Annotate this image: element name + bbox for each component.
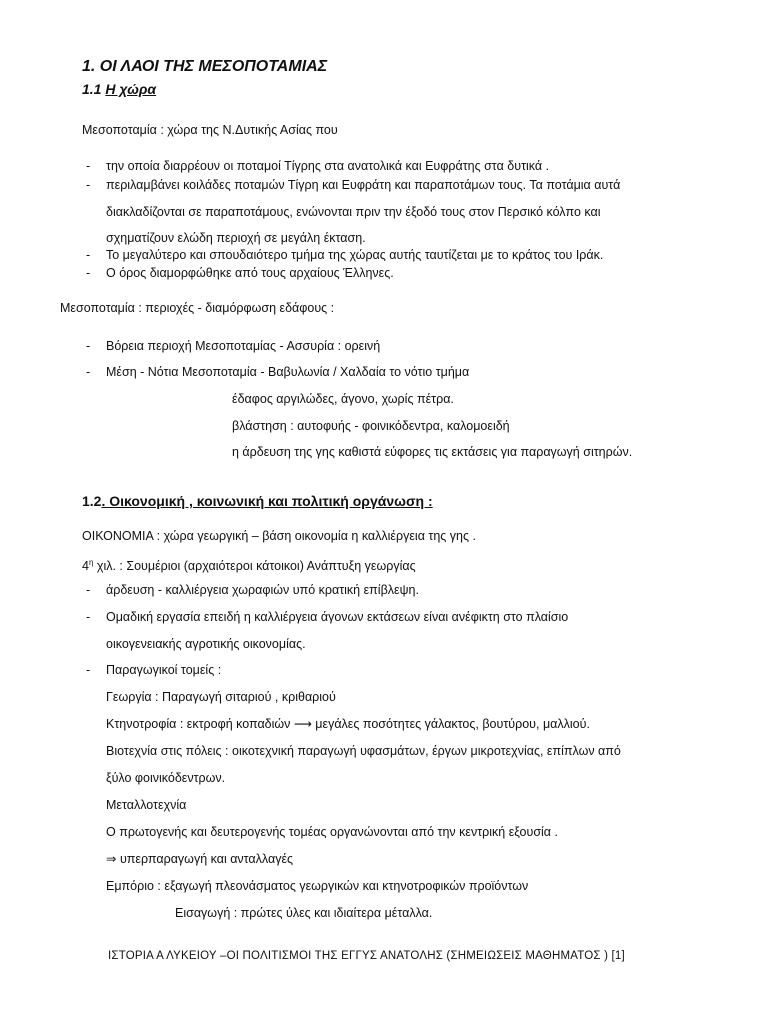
region-item: Βόρεια περιοχή Μεσοποταμίας - Ασσυρία : ορεινή [106,339,381,353]
section-title: . Οικονομική , κοινωνική και πολιτική οργάνωση : [101,493,433,509]
millennium-line [82,555,416,574]
page-footer: ΙΣΤΟΡΙΑ Α ΛΥΚΕΙΟΥ –ΟΙ ΠΟΛΙΤΙΣΜΟΙ ΤΗΣ ΕΓΓΥΣ ΑΝΑΤΟΛΗΣ (ΣΗΜΕΙΩΣΕΙΣ ΜΑΘΗΜΑΤΟΣ ) [1] [108,950,625,962]
bullet-dash: - [86,365,91,379]
list-item: Ομαδική εργασία επειδή η καλλιέργεια άγονων εκτάσεων είναι ανέφικτη στο πλαίσιο [106,610,569,624]
list-item: Το μεγαλύτερο και σπουδαιότερο τμήμα της χώρας αυτής ταυτίζεται με το κράτος του Ιράκ. [106,248,604,262]
subheading-number: 1.1 [82,81,102,97]
bullet-dash: - [86,178,91,192]
sector-agriculture: Γεωργία : Παραγωγή σιταριού , κριθαριού [106,690,336,704]
millennium-text: χιλ. : Σουμέριοι (αρχαιότεροι κάτοικοι) Ανάπτυξη γεωργίας [93,559,416,574]
list-item-continuation: οικογενειακής αγροτικής οικονομίας. [106,637,306,651]
list-item-continuation: σχηματίζουν ελώδη περιοχή σε μεγάλη έκταση. [106,231,366,245]
section-number: 1.2 [82,493,102,509]
list-item: την οποία διαρρέουν οι ποταμοί Τίγρης στα ανατολικά και Ευφράτης στα δυτικά . [106,159,550,173]
millennium-number: 4 [82,559,89,574]
bullet-dash: - [86,583,91,597]
list-item: Ο όρος διαμορφώθηκε από τους αρχαίους Έλληνες. [106,266,394,280]
south-detail: η άρδευση της γης καθιστά εύφορες τις εκτάσεις για παραγωγή σιτηρών. [232,445,633,459]
bullet-dash: - [86,663,91,677]
list-item: Παραγωγικοί τομείς : [106,663,222,677]
livestock-label: Κτηνοτροφία : εκτροφή κοπαδιών [106,717,294,731]
millennium-superscript: η [88,558,94,567]
south-detail: βλάστηση : αυτοφυής - φοινικόδεντρα, καλομοειδή [232,419,510,433]
sector-metal: Μεταλλοτεχνία [106,798,187,812]
subheading-title: Η χώρα [105,81,157,97]
sector-crafts-continuation: ξύλο φοινικόδεντρων. [106,771,226,785]
region-item: Μέση - Νότια Μεσοποταμία - Βαβυλωνία / Χαλδαία το νότιο τμήμα [106,365,470,379]
list-item: περιλαμβάνει κοιλάδες ποταμών Τίγρη και Ευφράτη και παραποτάμων τους. Τα ποτάμια αυτά [106,178,621,192]
surplus-text: υπερπαραγωγή και ανταλλαγές [116,852,294,866]
sector-crafts: Βιοτεχνία στις πόλεις : οικοτεχνική παραγωγή υφασμάτων, έργων μικροτεχνίας, επίπλων από [106,744,621,758]
list-item: άρδευση - καλλιέργεια χωραφιών υπό κρατική επίβλεψη. [106,583,419,597]
bullet-dash: - [86,248,91,262]
trade-import: Εισαγωγή : πρώτες ύλες και ιδιαίτερα μέταλλα. [175,906,433,920]
sector-livestock [106,716,590,732]
regions-title: Μεσοποταμία : περιοχές - διαμόρφωση εδάφους : [60,301,335,315]
double-arrow-icon: ⇒ [106,852,117,866]
subheading-country [82,81,156,97]
bullet-dash: - [86,266,91,280]
south-detail: έδαφος αργιλώδες, άγονο, χωρίς πέτρα. [232,392,454,406]
surplus-line [106,851,293,867]
livestock-result: μεγάλες ποσότητες γάλακτος, βουτύρου, μαλλιού. [311,717,590,731]
right-arrow-icon: ⟶ [293,717,312,731]
trade-export: Εμπόριο : εξαγωγή πλεονάσματος γεωργικών και κτηνοτροφικών προϊόντων [106,879,529,893]
economy-line: ΟΙΚΟΝΟΜΙΑ : χώρα γεωργική – βάση οικονομία η καλλιέργεια της γης . [82,529,476,543]
list-item-continuation: διακλαδίζονται σε παραποτάμους, ενώνονται πριν την έξοδό τους στον Περσικό κόλπο και [106,205,601,219]
bullet-dash: - [86,339,91,353]
section-heading-economy [82,493,433,509]
bullet-dash: - [86,159,91,173]
main-heading: 1. ΟΙ ΛΑΟΙ ΤΗΣ ΜΕΣΟΠΟΤΑΜΙΑΣ [82,58,328,75]
sector-organization: Ο πρωτογενής και δευτερογενής τομέας οργανώνονται από την κεντρική εξουσία . [106,825,558,839]
intro-line: Μεσοποταμία : χώρα της Ν.Δυτικής Ασίας που [82,123,338,137]
bullet-dash: - [86,610,91,624]
